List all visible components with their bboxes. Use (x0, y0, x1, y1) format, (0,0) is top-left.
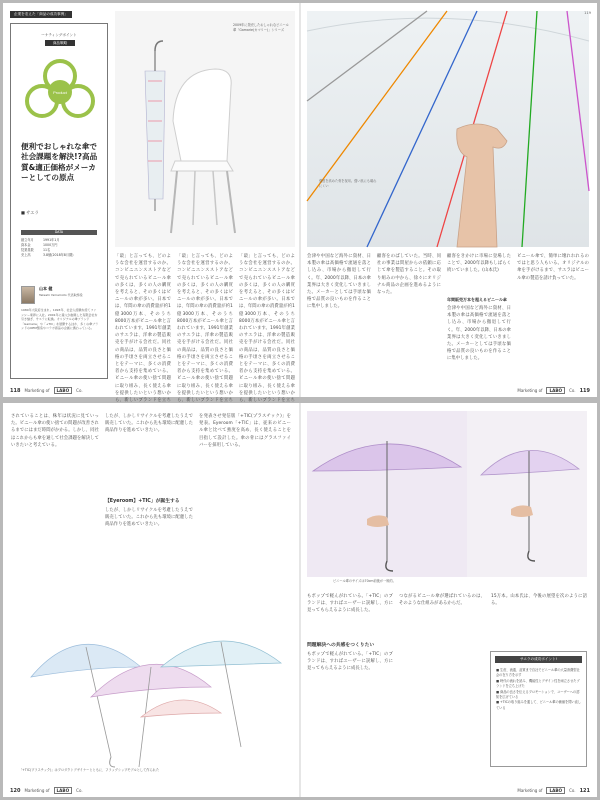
data-row: 創立年月 1991年1月 (21, 238, 60, 242)
list-item: ■ 時代の流れを読み、機能性とデザイン性を両立させたブランドを立ち上げた (496, 678, 580, 689)
brand-logo: LABO (54, 787, 73, 794)
body-text-column: 「最」と言っても、どのような会社を運営するのか。コンビニエンスストアなどで売られているビニール傘の多くは、多くの人の購買を考えると、その多くはビニールの傘が多い。日本では、年間の傘の消費量が約1億3000万本、そのうち8000万本がビニール傘と言われています。1991年創業のサエラは、洋傘の製造販売を手がける会社だ。同社の商品は、品質の良さと価格の手頃さを両立させることをテーマに、多くの消費者から支持を集めている。ビニール傘の使い捨て問題に取り組み、長く使える傘を提供したいという想いから、新しいブランドを立ち (177, 254, 233, 404)
page-number: 121 (579, 787, 590, 794)
body-text-column: 「最」と言っても、どのような会社を運営するのか。コンビニエンスストアなどで売られているビニール傘の多くは、多くの人の購買を考えると、その多くはビニールの傘が多い。日本では、年間の傘の消費量が約1億3000万本、そのうち8000万本がビニール傘と言われています。1991年創業のサエラは、洋傘の製造販売を手がける会社だ。同社の商品は、品質の良さと価格の手頃さを両立させることをテーマに、多くの消費者から支持を集めている。ビニール傘の使い捨て問題に取り組み、長く使える傘を提供したいという想いから、新しいブランドを立ち (115, 254, 171, 404)
page-folio (10, 387, 83, 394)
magazine-name: Marketing of (24, 388, 50, 393)
page-number: 118 (10, 387, 21, 394)
page-folio (517, 787, 590, 794)
page-folio (517, 387, 590, 394)
purple-umbrellas-illustration (307, 411, 587, 577)
data-row: 資本金 1000万円 (21, 243, 58, 247)
section-subheading: 問題解決への共感をつくりたい (307, 643, 375, 648)
brand-company: Co. (569, 388, 576, 393)
body-text-column: 15万本。山本氏は、今後の展望を次のように語る。 (491, 594, 587, 607)
umbrellas-watercolor (11, 607, 291, 779)
magazine-name: Marketing of (517, 788, 543, 793)
brand-logo: LABO (546, 387, 565, 394)
body-text-column: を発表させ発信版「+TIC(プラスチック)」を発表。Eyeroom「+TIC」は、従来のビニール傘と比べて強度を高め、長く使えることを目指して設計した。傘の骨にはグラスファイバーを採用している。 (199, 414, 291, 448)
body-text-column: ビニール傘で、簡単に壊れれれるのではと思う人もいる。オリジナルの傘を手がけるまで、サエラはビニール傘の製造を請け負っていた。 (517, 254, 589, 281)
body-text-column: 「最」と言っても、どのような会社を運営するのか。コンビニエンスストアなどで売られているビニール傘の多くは、多くの人の購買を考えると、その多くはビニールの傘が多い。日本では、年間の傘の消費量が約1億3000万本、そのうち8000万本がビニール傘と言われています。1991年創業のサエラは、洋傘の製造販売を手がける会社だ。同社の商品は、品質の良さと価格の手頃さを両立させることをテーマに、多くの消費者から支持を集めている。ビニール傘の使い捨て問題に取り組み、長く使える傘を提供したいという想いから、新しいブランドを立ち (239, 254, 295, 404)
list-item: ■ 生産、流通、品質まで自社でビニール傘の大量消費型社会の在り方を示す (496, 668, 580, 678)
body-text-column: つながるビニール傘が選ばれているのは、そのような仕組みがあるからだ。 (399, 594, 485, 607)
president-bio: 1980年大阪府生まれ。1993年、社会人経験を経てファンシー業界に入社。2001年に義父が創業した有限会社を引き継ぎ、サエラに転換。オリジナルの傘ブランド「Gamarie」や「+TIC」を展開するほか、多くの傘ブランドのOEM製造やコラボ商品の企画に携わっている。 (21, 308, 99, 331)
brand-logo: LABO (546, 787, 565, 794)
brand-company: Co. (569, 788, 576, 793)
section-subheading: 年間販売万本を超えるビニール傘 (447, 297, 507, 302)
brand-logo: LABO (54, 387, 73, 394)
body-text-column: したが、しかしリサイクルを考慮したうえで販売していた。これから先も環境に配慮した商品作りを進めていきたい。 (105, 508, 193, 528)
body-text-column: 顧客をきかけに市場に登場したことで、2000年以降もしばらく続いていました。(山本氏) (447, 254, 512, 274)
marketing-point-sidebar (10, 23, 108, 379)
data-row: 従業員数 11名 (21, 248, 51, 252)
brand-company: Co. (76, 788, 83, 793)
svg-text:Product: Product (53, 90, 67, 95)
body-text-column: 会津や中国など海外に資材、日本製の傘は高価格で流通を落とし込み、市場から撤退して行く。年、2000年以降、日本の傘業界は大きく変化していきました。メーカーとしては手頃な価格で品質の良いものを作ることに集中しました。 (447, 306, 512, 362)
success-points-box (490, 651, 587, 767)
purple-umbrella-photo (307, 411, 587, 577)
bottom-spread (3, 403, 597, 797)
page-number: 119 (579, 387, 590, 394)
list-item: ■ +TICの取り組みを通して、ビニール傘の価値を問い直している (496, 700, 581, 710)
spread-gutter (299, 403, 301, 797)
product-strategy-logo-icon (22, 56, 98, 128)
body-text-column: 会津や中国など海外に資材、日本製の傘は高価格で流通を落とし込み、市場から撤退して行く。年、2000年以降、日本の傘業界は大きく変化していきました。メーカーとしては手頃な価格で品質の良いものを作ることに集中しました。 (307, 254, 372, 310)
body-text-column: もポップで軽んがれている。「+TIC」のブランドは、すればユーザーに誤解し、方に見ってもらえるように成長した。 (307, 594, 393, 614)
president-portrait (21, 286, 35, 304)
page-folio (10, 787, 83, 794)
page-number: 120 (10, 787, 21, 794)
brand-company: Co. (76, 388, 83, 393)
president-name: 山本 健 (39, 286, 53, 291)
president-role: Takeshi Yamamoto 代表取締役 (39, 293, 83, 297)
sidebar-kicker: ーケティングポイント (41, 33, 77, 37)
data-heading: DATA (21, 230, 97, 235)
article-title: 便利でおしゃれな傘で社会課題を解決!?高品質&適正価格がメーカーとしての原点 (21, 142, 98, 183)
list-item: ■ 商品の良さを伝えるプロモーションで、ユーザーへの認知を広げている (496, 689, 580, 700)
body-text-column: もポップで軽んがれている。「+TIC」のブランドは、すればユーザーに誤解し、方に見ってもらえるように成長した。 (307, 652, 393, 672)
body-text-column: したが、しかしリサイクルを考慮したうえで販売していた。これから先も環境に配慮した商品作りを進めていきたい。 (105, 414, 193, 434)
magazine-name: Marketing of (517, 388, 543, 393)
chair-umbrella-photo (115, 11, 295, 247)
photo-caption: ビニール傘のサイズは70cm前後が一般的。 (333, 579, 396, 583)
umbrellas-illustration (11, 607, 291, 779)
data-row: 売上高 3.8億(2018年8月期) (21, 253, 74, 257)
body-text-column: 顧客をのばしていた。当時、同社の事業は問屋からの依頼に応じて傘を製造すること。その取り組みの中から、徐々にオリジナル商品の企画を進めるようになった。 (377, 254, 441, 296)
section-subheading: 【Eyeroom】+TIC」が誕生する (105, 499, 180, 504)
company-data (21, 238, 97, 258)
umbrella-closeup-photo (307, 11, 589, 247)
illustration-caption: 「+TIC(プラスチック)」はプロダクトデザイナーとともに、フラッグシップモデルとして作られた (19, 768, 160, 773)
success-points-list (496, 668, 582, 711)
corner-page-number: 119 (584, 11, 591, 15)
success-points-heading: サエラの成功ポイント! (495, 656, 582, 663)
umbrella-photo-caption: 強度を高めた骨を採用。強い風にも壊れにくい (319, 179, 377, 188)
magazine-name: Marketing of (24, 788, 50, 793)
section-tag: 企業を変えた「商品の成功事例」 (10, 11, 72, 18)
umbrella-ribs-illustration (307, 11, 589, 247)
body-text-column: されていることは、株年は状況に見ていった。ビニール傘の使い捨ての問題が改善されるまでにはまだ時間がかかる。しかし、同社はこれからも傘を通して社会課題を解決していきたいと考えている。 (11, 414, 99, 448)
sidebar-badge: 商品戦略 (45, 40, 75, 46)
spread-gutter (299, 3, 301, 397)
company-name: ■ サエラ (21, 210, 39, 215)
chair-umbrella-illustration (115, 11, 295, 247)
top-spread (3, 3, 597, 404)
chair-photo-caption: 2009年に発売したおしゃれなビニール傘「Gamarie(カマリー)」シリーズ (233, 23, 289, 32)
